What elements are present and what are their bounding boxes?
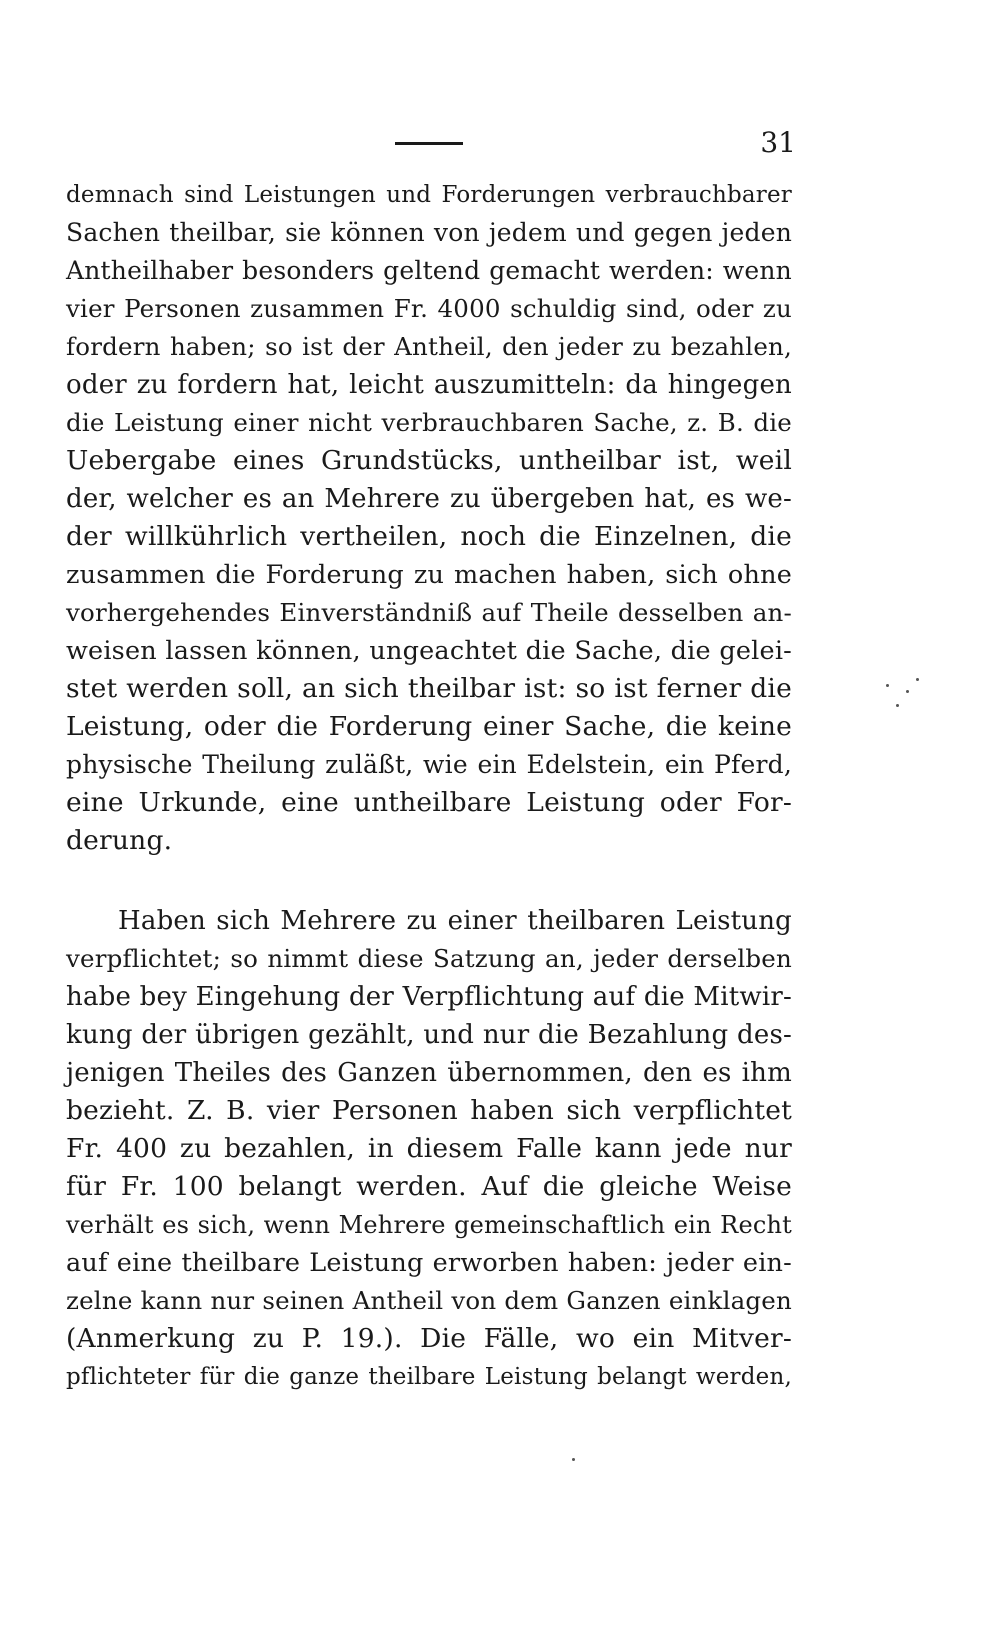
text-line: physische Theilung zuläßt, wie ein Edelstein, ein Pferd, (66, 750, 792, 779)
text-line: Leistung, oder die Forderung einer Sache, die keine (66, 711, 792, 742)
page-number: 31 (760, 126, 796, 159)
paragraph-gap (66, 860, 792, 902)
text-line: vorhergehendes Einverständniß auf Theile desselben an- (66, 598, 792, 627)
body-text (66, 176, 792, 1396)
text-line: oder zu fordern hat, leicht auszumitteln: da hingegen (66, 370, 792, 400)
text-line: bezieht. Z. B. vier Personen haben sich verpflichtet (66, 1095, 792, 1126)
text-line: fordern haben; so ist der Antheil, den jeder zu bezahlen, (66, 332, 792, 361)
paper-speck (906, 690, 909, 693)
page-header (70, 126, 796, 168)
text-line: der, welcher es an Mehrere zu übergeben hat, es we- (66, 484, 792, 514)
text-line: auf eine theilbare Leistung erworben haben: jeder ein- (66, 1248, 792, 1278)
text-line: verhält es sich, wenn Mehrere gemeinschaftlich ein Recht (66, 1211, 792, 1239)
text-line: weisen lassen können, ungeachtet die Sache, die gelei- (66, 636, 792, 666)
text-line: (Anmerkung zu P. 19.). Die Fälle, wo ein Mitver- (66, 1323, 792, 1354)
paragraph-2 (66, 902, 792, 1396)
text-line: kung der übrigen gezählt, und nur die Bezahlung des- (66, 1020, 792, 1050)
paper-speck (886, 684, 889, 687)
text-line: habe bey Eingehung der Verpflichtung auf die Mitwir- (66, 982, 792, 1012)
text-line: verpflichtet; so nimmt diese Satzung an, jeder derselben (66, 944, 792, 973)
text-line: derung. (66, 825, 173, 856)
text-line: eine Urkunde, eine untheilbare Leistung oder For- (66, 787, 792, 818)
text-line: Sachen theilbar, sie können von jedem und gegen jeden (66, 218, 792, 247)
text-line: für Fr. 100 belangt werden. Auf die gleiche Weise (66, 1171, 792, 1202)
paper-speck (572, 1458, 575, 1461)
paper-speck (916, 678, 919, 681)
text-line: Fr. 400 zu bezahlen, in diesem Falle kann jede nur (66, 1133, 792, 1164)
text-line: zusammen die Forderung zu machen haben, sich ohne (66, 560, 792, 590)
text-line: zelne kann nur seinen Antheil von dem Ganzen einklagen (66, 1286, 792, 1315)
paper-speck (896, 704, 899, 707)
text-line: Haben sich Mehrere zu einer theilbaren Leistung (118, 906, 792, 936)
text-line: Uebergabe eines Grundstücks, untheilbar ist, weil (66, 445, 792, 476)
header-rule (395, 142, 463, 145)
text-line: pflichteter für die ganze theilbare Leistung belangt werden, (66, 1364, 792, 1390)
text-line: stet werden soll, an sich theilbar ist: so ist ferner die (66, 673, 792, 704)
paragraph-1 (66, 176, 792, 860)
text-line: der willkührlich vertheilen, noch die Einzelnen, die (66, 521, 792, 552)
text-line: jenigen Theiles des Ganzen übernommen, den es ihm (66, 1058, 792, 1088)
text-line: Antheilhaber besonders geltend gemacht werden: wenn (66, 256, 792, 285)
text-line: vier Personen zusammen Fr. 4000 schuldig sind, oder zu (66, 294, 792, 323)
text-line: demnach sind Leistungen und Forderungen verbrauchbarer (66, 182, 792, 208)
text-line: die Leistung einer nicht verbrauchbaren Sache, z. B. die (66, 408, 792, 437)
